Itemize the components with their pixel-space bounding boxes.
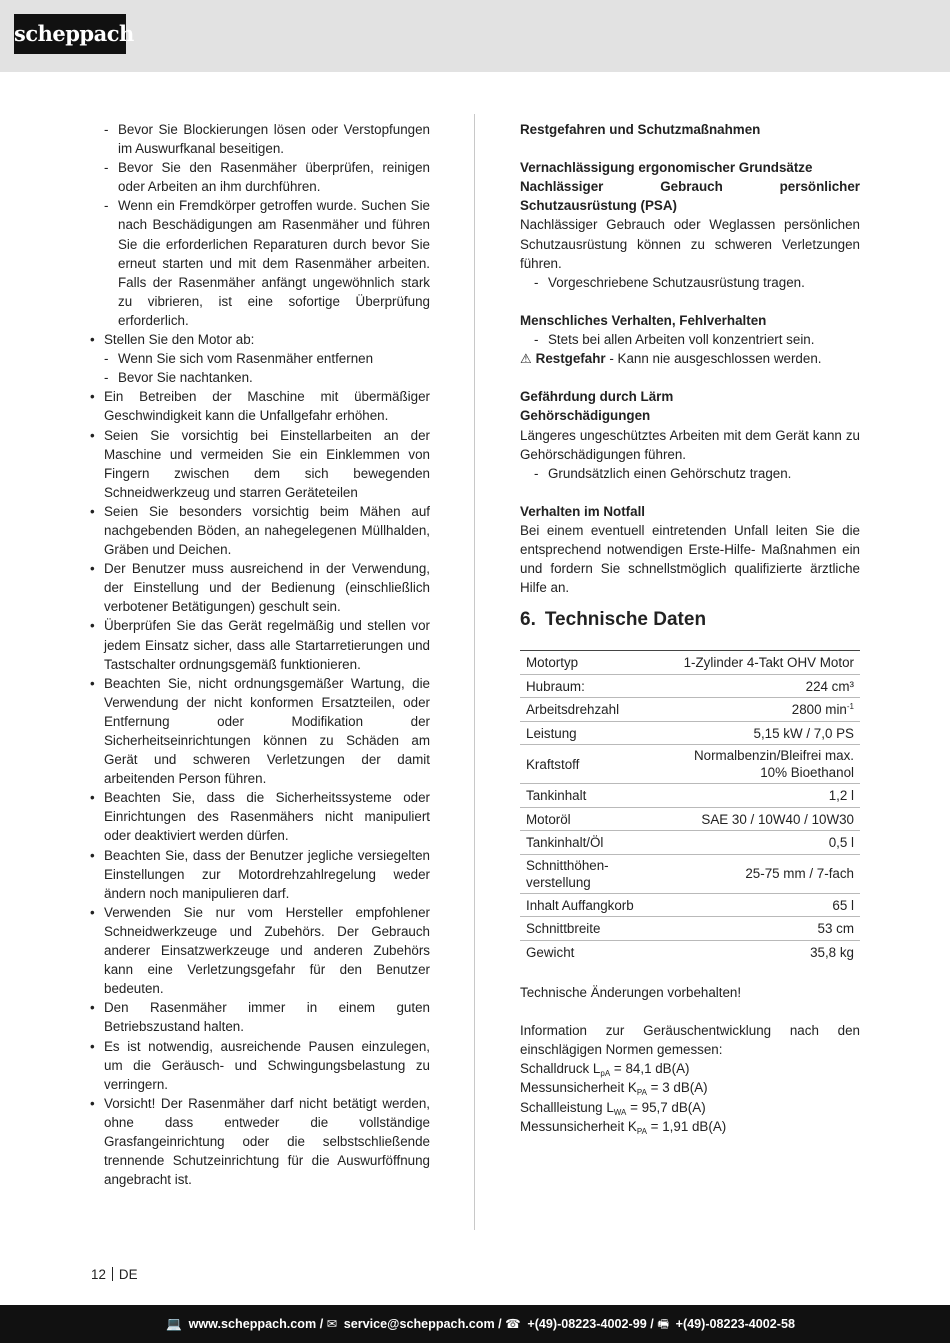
spec-label: Tankinhalt/Öl xyxy=(520,831,655,855)
list-item: - Wenn ein Fremdkörper getroffen wurde. Suchen Sie nach Beschädigungen am Rasenmäher und führen Sie die erforderlichen Reparaturen durch bevor Sie erneut starten und mit dem Rasenmäher arbeiten. Falls der Rasenmäher anfängt ungewöhnlich stark zu vibrieren, ist eine sofortige Überprüfung erforderlich. xyxy=(90,196,430,330)
spec-value: 25-75 mm / 7-fach xyxy=(655,854,860,893)
list-item: - Bevor Sie Blockierungen lösen oder Verstopfungen im Auswurfkanal beseitigen. xyxy=(90,120,430,158)
spec-label: Hubraum: xyxy=(520,674,655,698)
ergonomics-heading: Vernachlässigung ergonomischer Grundsätze xyxy=(520,160,813,176)
noise-heading: Gefährdung durch Lärm xyxy=(520,389,674,405)
changes-note: Technische Änderungen vorbehalten! xyxy=(520,984,742,1000)
footer-web-link[interactable]: www.scheppach.com / xyxy=(188,1317,324,1331)
spec-value-cell xyxy=(655,745,860,784)
spec-value: 5,15 kW / 7,0 PS xyxy=(655,721,860,745)
phone-icon: ☎ xyxy=(505,1317,521,1331)
list-item: • Der Benutzer muss ausreichend in der Verwendung, der Einstellung und der Bedienung (einschließlich verbotener Betätigungen) geschult sein. xyxy=(90,559,430,616)
section-number: 6. xyxy=(520,609,536,631)
spec-label: Schnittbreite xyxy=(520,917,655,941)
page-header xyxy=(0,0,950,72)
restgefahr-text: - Kann nie ausgeschlossen werden. xyxy=(605,351,822,367)
emergency-text: Bei einem eventuell eintretenden Unfall leiten Sie die entsprechend notwendigen Erste-Hilfe- Maßnahmen ein und fordern Sie schnellstmöglich qualifizierte ärztliche Hilfe an. xyxy=(520,522,860,596)
spec-value-line2: 10% Bioethanol xyxy=(760,765,854,781)
table-row xyxy=(520,745,860,784)
page-language: DE xyxy=(118,1267,138,1282)
warning-icon: ⚠ xyxy=(520,351,532,367)
spec-table xyxy=(520,650,860,964)
table-row xyxy=(520,854,860,893)
list-item: • Den Rasenmäher immer in einem guten Betriebszustand halten. xyxy=(90,998,430,1036)
list-item: • Es ist notwendig, ausreichende Pausen einzulegen, um die Geräusch- und Schwingungsbelastung zu verringern. xyxy=(90,1037,430,1094)
page-separator xyxy=(112,1267,113,1281)
noise-value-line: Messunsicherheit $K_{PA} = 1,91$ dB(A) xyxy=(520,1118,727,1136)
noise-info: Information zur Geräuschentwicklung nach den einschlägigen Normen gemessen: xyxy=(520,1023,860,1058)
spec-value: 2800 min xyxy=(791,702,847,718)
spec-label: Arbeitsdrehzahl xyxy=(520,698,655,722)
table-row xyxy=(520,893,860,917)
mail-icon: ✉ xyxy=(326,1317,338,1331)
psa-instruction: - Vorgeschriebene Schutzausrüstung tragen. xyxy=(520,273,860,292)
spec-value-cell xyxy=(655,698,860,722)
left-column xyxy=(90,120,430,1189)
noise-instruction: - Grundsätzlich einen Gehörschutz tragen. xyxy=(520,464,860,483)
table-row xyxy=(520,721,860,745)
restgefahr-label: Restgefahr xyxy=(535,351,606,367)
table-row xyxy=(520,940,860,964)
page-number-value: 12 xyxy=(91,1267,106,1282)
noise-value-line: Schalldruck $L_{pA} = 84,1$ dB(A) xyxy=(520,1061,690,1079)
list-item: • Vorsicht! Der Rasenmäher darf nicht betätigt werden, ohne dass entweder die vollständige Grasfangeinrichtung oder die selbstschließende trennende Schutzeinrichtung für die Auswurföffnung angebracht ist. xyxy=(90,1094,430,1189)
spec-value: 65 l xyxy=(655,893,860,917)
section-title xyxy=(520,608,860,632)
brand-logo: scheppach xyxy=(14,14,126,54)
table-row xyxy=(520,831,860,855)
spec-value: 0,5 l xyxy=(655,831,860,855)
spec-label: Motortyp xyxy=(520,651,655,675)
fax-icon: 🖷 xyxy=(657,1317,670,1331)
footer-mail-link[interactable]: service@scheppach.com / xyxy=(343,1317,502,1331)
noise-value-line: Messunsicherheit $K_{PA} = 3$ dB(A) xyxy=(520,1080,708,1098)
table-row xyxy=(520,784,860,808)
list-item: • Überprüfen Sie das Gerät regelmäßig und stellen vor jedem Einsatz sicher, dass alle Startarretierungen und Tastschalter ordnungsgemäß funktionieren. xyxy=(90,616,430,673)
computer-icon: 💻 xyxy=(166,1317,183,1331)
page-number xyxy=(91,1265,138,1284)
table-row xyxy=(520,698,860,722)
footer-phone: +(49)-08223-4002-99 / xyxy=(527,1317,654,1331)
list-item: • Beachten Sie, dass der Benutzer jegliche versiegelten Einstellungen zur Motordrehzahlregelung weder ändern noch manipulieren darf. xyxy=(90,846,430,903)
list-item: • Stellen Sie den Motor ab: xyxy=(90,330,430,349)
psa-heading: Nachlässiger Gebrauch persönlicher Schutzausrüstung (PSA) xyxy=(520,179,860,214)
spec-label-line2: verstellung xyxy=(526,874,591,890)
table-row xyxy=(520,917,860,941)
table-row xyxy=(520,651,860,675)
list-item: - Bevor Sie den Rasenmäher überprüfen, reinigen oder Arbeiten an ihm durchführen. xyxy=(90,158,430,196)
hearing-damage-heading: Gehörschädigungen xyxy=(520,408,651,424)
spec-label: Tankinhalt xyxy=(520,784,655,808)
section-title-text: Technische Daten xyxy=(544,609,707,631)
human-behaviour-heading: Menschliches Verhalten, Fehlverhalten xyxy=(520,312,767,328)
spec-label: Schnitthöhen- xyxy=(526,857,609,873)
table-row xyxy=(520,674,860,698)
list-item: • Beachten Sie, dass die Sicherheitssysteme oder Einrichtungen des Rasenmähers nicht manipuliert oder deaktiviert werden dürfen. xyxy=(90,788,430,845)
spec-value: 1-Zylinder 4-Takt OHV Motor xyxy=(655,651,860,675)
spec-value: 1,2 l xyxy=(655,784,860,808)
spec-value: 53 cm xyxy=(655,917,860,941)
restgefahren-heading: Restgefahren und Schutzmaßnahmen xyxy=(520,122,761,137)
emergency-heading: Verhalten im Notfall xyxy=(520,503,646,519)
human-behaviour-instruction: - Stets bei allen Arbeiten voll konzentriert sein. xyxy=(520,330,860,349)
restgefahr-line xyxy=(520,349,860,368)
spec-value: Normalbenzin/Bleifrei max. xyxy=(693,748,854,764)
spec-label: Gewicht xyxy=(526,944,575,960)
footer-fax: +(49)-08223-4002-58 xyxy=(675,1317,795,1331)
spec-label: Leistung xyxy=(520,721,655,745)
spec-value: SAE 30 / 10W40 / 10W30 xyxy=(655,807,860,831)
list-item: - Bevor Sie nachtanken. xyxy=(90,368,430,387)
spec-label-cell xyxy=(520,854,655,893)
list-item: • Verwenden Sie nur vom Hersteller empfohlener Schneidwerkzeuge und Zubehörs. Der Gebrauch anderer Einsatzwerkzeuge und anderen Zubehörs kann eine Verletzungsgefahr für den Benutzer bedeuten. xyxy=(90,903,430,998)
spec-unit-exponent: -1 xyxy=(846,702,854,712)
list-item: • Seien Sie besonders vorsichtig beim Mähen auf nachgebenden Böden, an nahegelegenen Müllhalden, Gräben und Deichen. xyxy=(90,502,430,559)
spec-label: Motoröl xyxy=(520,807,655,831)
spec-label: Inhalt Auffangkorb xyxy=(520,893,655,917)
psa-text: Nachlässiger Gebrauch oder Weglassen persönlichen Schutzausrüstung können zu schweren Verletzungen führen. xyxy=(520,217,860,271)
spec-label: Kraftstoff xyxy=(520,745,655,784)
spec-value: 35,8 kg xyxy=(810,944,854,960)
column-divider xyxy=(474,114,475,1230)
noise-value-line: Schallleistung $L_{WA} = 95,7$ dB(A) xyxy=(520,1099,706,1117)
list-item: • Seien Sie vorsichtig bei Einstellarbeiten an der Maschine und vermeiden Sie ein Einklemmen von Fingern zwischen dem sich bewegenden Schneidwerkzeug und starren Geräteteilen xyxy=(90,426,430,502)
page-footer xyxy=(0,1305,950,1343)
right-column xyxy=(520,120,860,1136)
list-item: - Wenn Sie sich vom Rasenmäher entfernen xyxy=(90,349,430,368)
noise-text: Längeres ungeschütztes Arbeiten mit dem Gerät kann zu Gehörschädigungen führen. xyxy=(520,427,860,462)
list-item: • Ein Betreiben der Maschine mit übermäßiger Geschwindigkeit kann die Unfallgefahr erhöhen. xyxy=(90,387,430,425)
table-row xyxy=(520,807,860,831)
list-item: • Beachten Sie, nicht ordnungsgemäßer Wartung, die Verwendung der nicht konformen Ersatzteilen, oder Entfernung oder Modifikation der Sicherheitseinrichtungen können zu Schäden am Gerät und schweren Verletzungen der damit arbeitenden Person führen. xyxy=(90,674,430,789)
spec-value: 224 cm³ xyxy=(655,674,860,698)
